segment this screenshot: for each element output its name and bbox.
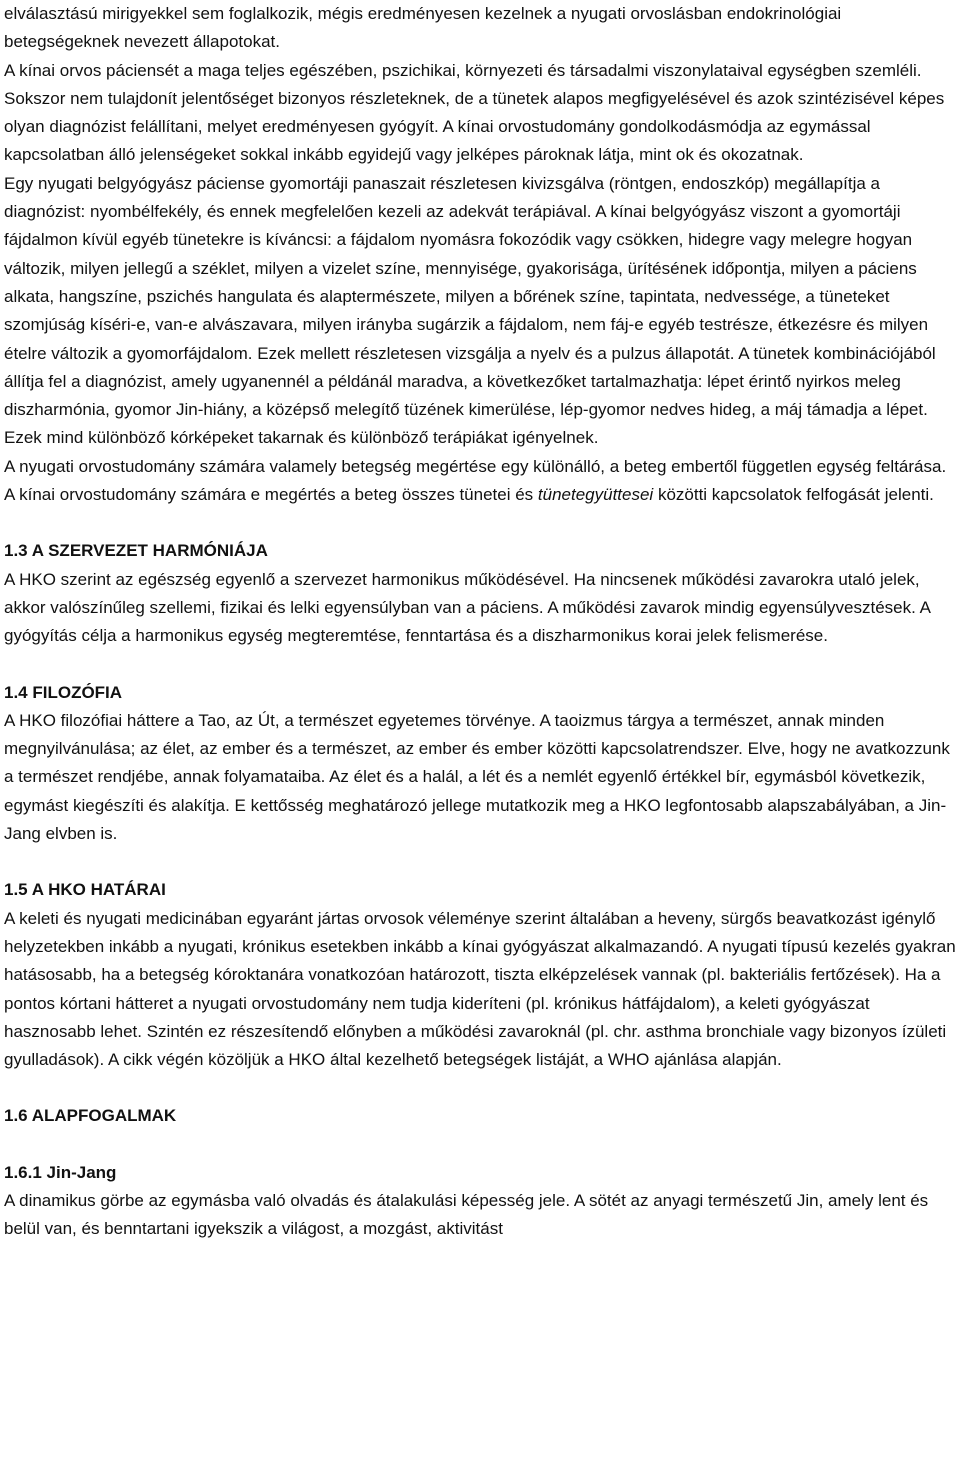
section-spacer [4,509,958,537]
paragraph-jin-jang: A dinamikus görbe az egymásba való olvadás és átalakulási képesség jele. A sötét az anyagi természetű Jin, amely lent és belül van, és benntartani igyekszik a világost, a mozgást, aktivitást [4,1190,929,1239]
heading-limits: 1.5 A HKO HATÁRAI [4,880,166,900]
heading-basic-concepts: 1.6 ALAPFOGALMAK [4,1106,177,1126]
paragraph-understanding-text: A nyugati orvostudomány számára valamely betegség megértése egy különálló, a beteg embertől független egység feltárása. A kínai orvostudomány számára e megértés a beteg összes tünetei és [4,456,947,505]
heading-jin-jang: 1.6.1 Jin-Jang [4,1162,117,1182]
section-spacer [4,1131,958,1159]
paragraph-holistic-view: A kínai orvos páciensét a maga teljes egészében, pszichikai, környezeti és társadalmi viszonylataival egységben szemléli. Sokszor nem tulajdonít jelentőséget bizonyos részleteknek, de a tünetek alapos megfigyelésével és azok szintézisével képes olyan diagnózist felállítani, melyet eredményesen gyógyít. A kínai orvostudomány gondolkodásmódja az egymással kapcsolatban álló jelenségeket sokkal inkább egyidejű vagy jelképes pároknak látja, mint ok és okozatnak. [4,60,945,165]
paragraph-understanding-end: közötti kapcsolatok felfogását jelenti. [653,485,934,505]
heading-harmony: 1.3 A SZERVEZET HARMÓNIÁJA [4,541,268,561]
document-page [4,0,958,1244]
paragraph-understanding [4,453,958,510]
paragraph-philosophy: A HKO filozófiai háttere a Tao, az Út, a természet egyetemes törvénye. A taoizmus tárgya a természet, annak minden megnyilvánulása; az élet, az ember és a természet, az ember és ember közötti kapcsolatrendszer. Elve, hogy ne avatkozzunk a természet rendjébe, annak folyamataiba. Az élet és a halál, a lét és a nemlét egyenlő értékkel bír, egymásból következik, egymást kiegészíti és alakítja. E kettősség meghatározó jellege mutatkozik meg a HKO legfontosabb alapszabályában, a Jin-Jang elvben is. [4,710,950,844]
paragraph-limits: A keleti és nyugati medicinában egyaránt jártas orvosok véleménye szerint általában a heveny, sürgős beavatkozást igénylő helyzetekben inkább a nyugati, krónikus esetekben inkább a kínai gyógyászat alkalmazandó. A nyugati típusú kezelés gyakran hatásosabb, ha a betegség kóroktanára vonatkozóan határozott, tiszta elképzelések vannak (pl. bakteriális fertőzések). Ha a pontos kórtani hátteret a nyugati orvostudomány nem tudja kideríteni (pl. krónikus hátfájdalom), a keleti gyógyászat hasznosabb lehet. Szintén ez részesítendő előnyben a működési zavaroknál (pl. chr. asthma bronchiale vagy bizonyos ízületi gyulladások). A cikk végén közöljük a HKO által kezelhető betegségek listáját, a WHO ajánlása alapján. [4,908,956,1070]
heading-philosophy: 1.4 FILOZÓFIA [4,682,123,702]
paragraph-stomach-example: Egy nyugati belgyógyász páciense gyomortáji panaszait részletesen kivizsgálva (röntgen, endoszkóp) megállapítja a diagnózist: nyombélfekély, és ennek megfelelően kezeli az adekvát terápiával. A kínai belgyógyász viszont a gyomortáji fájdalmon kívül egyéb tünetekre is kíváncsi: a fájdalom nyomásra fokozódik vagy csökken, hidegre vagy melegre hogyan változik, milyen jellegű a széklet, milyen a vizelet színe, mennyisége, gyakorisága, ürítésének időpontja, milyen a páciens alkata, hangszíne, pszichés hangulata és alaptermészete, milyen a bőrének színe, tapintata, nedvessége, a tüneteket szomjúság kíséri-e, van-e alvászavara, milyen irányba sugárzik a fájdalom, nem fáj-e egyéb testrésze, étkezésre és milyen ételre változik a gyomorfájdalom. Ezek mellett részletesen vizsgálja a nyelv és a pulzus állapotát. A tünetek kombinációjából állítja fel a diagnózist, amely ugyanennél a példánál maradva, a következőket tartalmazhatja: lépet érintő nyirkos meleg diszharmónia, gyomor Jin-hiány, a középső melegítő tüzének kimerülése, lép-gyomor nedves hideg, a máj támadja a lépet. Ezek mind különböző kórképeket takarnak és különböző terápiákat igényelnek. [4,173,936,448]
italic-term: tünetegyüttesei [537,485,654,505]
section-spacer [4,848,958,876]
paragraph-harmony: A HKO szerint az egészség egyenlő a szervezet harmonikus működésével. Ha nincsenek működési zavarokra utaló jelek, akkor valószínűleg szellemi, fizikai és lelki egyensúlyban van a páciens. A működési zavarok mindig egyensúlyvesztések. A gyógyítás célja a harmonikus egység megteremtése, fenntartása és a diszharmonikus korai jelek felismerése. [4,569,931,646]
paragraph-endocrine: elválasztású mirigyekkel sem foglalkozik, mégis eredményesen kezelnek a nyugati orvoslásban endokrinológiai betegségeknek nevezett állapotokat. [4,4,842,52]
section-spacer [4,651,958,679]
section-spacer [4,1074,958,1102]
